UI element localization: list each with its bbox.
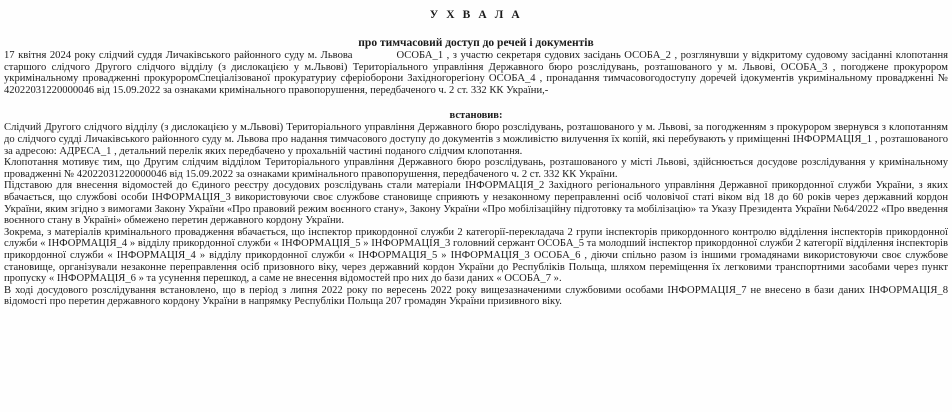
paragraph-motyvue: Клопотання мотивує тим, що Другим слідчим відділом Територіального управління Державного бюро розслідувань, розташованого у місті Львові, здійснюється досудове розслідування у кримінальному провадженні № 42022031220000046 від 15.09.2022 за ознаками кримінального правопорушення, передбаченого ч. 2 ст. 332 КК України. xyxy=(4,157,948,180)
paragraph-intro xyxy=(4,50,948,96)
paragraph-zokrema: Зокрема, з матеріалів кримінального провадження вбачається, що інспектор прикордонної служби 2 категорії-перекладача 2 групи інспекторів прикордонного контролю відділення інспекторів прикордонної служби « ІНФОРМАЦІЯ_4 » відділу прикордонної служби « ІНФОРМАЦІЯ_5 » ІНФОРМАЦІЯ_3 головний сержант ОСОБА_5 та молодший інспектор прикордонної служби 2 категорії відділення інспекторів прикордонної служби « ІНФОРМАЦІЯ_4 » відділу прикордонної служби « ІНФОРМАЦІЯ_5 » ІНФОРМАЦІЯ_3 ОСОБА_6 , діючи спільно разом із іншими громадянами використовуючи своє службове становище, організували незаконне переправлення осіб призовного віку, через державний кордон України до Республіків Польща, шляхом переміщення їх легковими транспортними засобами через пункт пропуску « ІНФОРМАЦІЯ_6 » та усунення перешкод, а саме не внесення відомостей про них до бази даних « ОСОБА_7 ». xyxy=(4,226,948,285)
paragraph-vstanovyv: Слідчий Другого слідчого відділу (з дислокацією у м.Львові) Територіального управління Державного бюро розслідувань, розташованого у м. Львові, за погодженням з прокурором звернувся з клопотанням до слідчого судді Личаківського районного суду м. Львова про надання тимчасового доступу до документів з можливістю вилучення їх копій, які перебувають у приміщенні ІНФОРМАЦІЯ_1 , розташованого за адресою: АДРЕСА_1 , детальний перелік яких передбачено у прохальній частині поданого слідчим клопотання. xyxy=(4,122,948,157)
document-subtitle: про тимчасовий доступ до речей і документів xyxy=(358,37,594,49)
paragraph-pidstavoyu: Підставою для внесення відомостей до Єдиного реєстру досудових розслідувань стали матеріали ІНФОРМАЦІЯ_2 Західного регіонального управління Державної прикордонної служби України, з яких вбачається, що службові особи ІНФОРМАЦІЯ_3 використовуючи своє службове становище сприяють у незаконному переправленні осіб чоловічої статі віком від 18 до 60 років через державний кордон України, яким згідно з вимогами Закону України «Про правовий режим воєнного стану», Закону України «Про мобілізаційну підготовку та мобілізацію» та Указу Президента України №64/2022 «Про введення воєнного стану в Україні» обмежено перетин державного кордону України. xyxy=(4,180,948,227)
section-heading-vstanovyv: встановив: xyxy=(449,110,503,122)
page-title: У Х В А Л А xyxy=(429,9,523,21)
paragraph-v-hodi: В ході досудового розслідування встановлено, що в період з липня 2022 року по вересень 2022 року вищезазначеними службовими особами ІНФОРМАЦІЯ_7 не внесено в бази даних ІНФОРМАЦІЯ_8 відомості про перетин державного кордону України в напрямку Республіки Польща 207 громадян України призивного віку. xyxy=(4,284,948,308)
intro-text-before-gap: 17 квітня 2024 року слідчий суддя Личаківського районного суду м. Львова xyxy=(4,50,353,61)
intro-text-after-gap: ОСОБА_1 , з участю секретаря судових засідань ОСОБА_2 , розглянувши у відкритому судовому засіданні клопотання старшого слідчого Другого слідчого відділу (з дислокацією у м.Львові) Територіального управління Державного бюро розслідувань, розташованого у м. Львові, ОСОБА_3 , погоджене прокурором укримінальному провадженні прокуроромСпеціалізованої прокуратуриу сферіоборони Західногорегіону ОСОБА_4 , пронадання тимчасовогодоступу доречей ідокументів укримінальному провадженні № 42022031220000046 від 15.09.2022 за ознаками кримінального правопорушення, передбаченого ч. 2 ст. 332 КК України,- xyxy=(4,50,948,96)
